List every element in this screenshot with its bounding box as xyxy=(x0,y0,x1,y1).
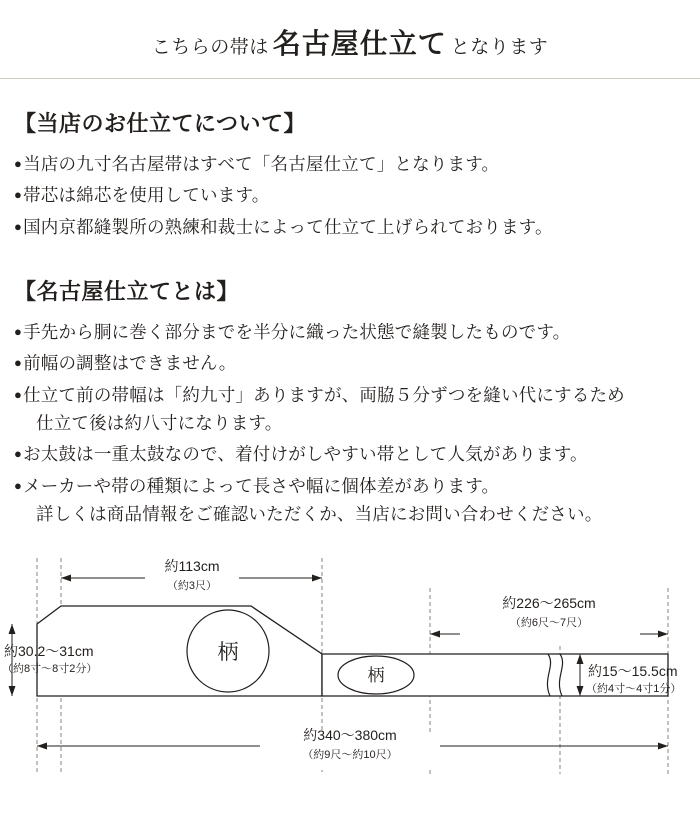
list-shop-tailoring xyxy=(14,150,686,241)
bullet-icon: ● xyxy=(14,187,23,203)
list-item-text: 仕立て前の帯幅は「約九寸」ありますが、両脇５分ずつを縫い代にするため xyxy=(23,384,625,405)
list-item xyxy=(14,472,686,529)
obi-dimension-diagram xyxy=(0,546,700,806)
page-title-prefix: こちらの帯は xyxy=(151,37,269,58)
page-title-emphasis: 名古屋仕立て xyxy=(272,29,447,60)
dim-total-length-value: 約340〜380cm xyxy=(303,727,397,744)
list-item-text: 国内京都縫製所の熟練和裁士によって仕立て上げられております。 xyxy=(23,216,553,237)
list-item-text: メーカーや帯の種類によって長さや幅に個体差があります。 xyxy=(23,475,500,496)
content-body xyxy=(0,79,700,528)
list-item xyxy=(14,349,686,377)
pattern-label-large: 柄 xyxy=(217,640,239,665)
dim-right-height-sub: （約4寸〜4寸1分） xyxy=(586,683,682,696)
list-item-text: 手先から胴に巻く部分までを半分に織った状態で縫製したものです。 xyxy=(23,322,571,343)
page-title xyxy=(152,22,549,62)
list-nagoya-definition xyxy=(14,318,686,528)
bullet-icon: ● xyxy=(14,355,23,371)
list-item-continuation: 詳しくは商品情報をご確認いただくか、当店にお問い合わせください。 xyxy=(36,504,603,525)
list-item xyxy=(14,213,686,241)
bullet-icon: ● xyxy=(14,324,23,340)
dim-left-height-value: 約30.2〜31cm xyxy=(4,643,94,660)
list-item-text: 帯芯は綿芯を使用しています。 xyxy=(23,185,270,206)
page-title-suffix: となります xyxy=(450,37,549,58)
page-header xyxy=(0,0,700,79)
diagram-svg xyxy=(0,546,700,806)
list-item-continuation: 仕立て後は約八寸になります。 xyxy=(36,413,283,434)
list-item xyxy=(14,150,686,178)
dim-left-height-sub: （約8寸〜8寸2分） xyxy=(2,663,98,676)
list-item-text: 当店の九寸名古屋帯はすべて「名古屋仕立て」となります。 xyxy=(23,154,500,174)
dim-total-length-sub: （約9尺〜約10尺） xyxy=(302,749,398,762)
dim-right-height-value: 約15〜15.5cm xyxy=(588,663,678,680)
section-title-nagoya-definition: 【名古屋仕立てとは】 xyxy=(14,279,240,305)
dim-right-length-sub: （約6尺〜7尺） xyxy=(509,617,589,630)
list-item-text: お太鼓は一重太鼓なので、着付けがしやすい帯として人気があります。 xyxy=(23,444,588,465)
list-item-text: 前幅の調整はできません。 xyxy=(23,353,237,374)
list-item xyxy=(14,381,686,438)
bullet-icon: ● xyxy=(14,446,23,462)
list-item xyxy=(14,440,686,468)
dim-top-width xyxy=(61,558,322,592)
section-title-shop-tailoring: 【当店のお仕立てについて】 xyxy=(14,111,307,136)
bullet-icon: ● xyxy=(14,156,23,171)
dim-top-width-value: 約113cm xyxy=(164,558,220,575)
pattern-label-small: 柄 xyxy=(367,666,385,686)
bullet-icon: ● xyxy=(14,477,23,493)
dim-total-length xyxy=(37,727,668,770)
list-item xyxy=(14,318,686,346)
dim-right-length-value: 約226〜265cm xyxy=(502,595,596,612)
list-item xyxy=(14,181,686,209)
dim-top-width-sub: （約3尺） xyxy=(166,580,218,593)
dim-right-length xyxy=(430,595,668,640)
bullet-icon: ● xyxy=(14,386,23,402)
bullet-icon: ● xyxy=(14,218,23,234)
